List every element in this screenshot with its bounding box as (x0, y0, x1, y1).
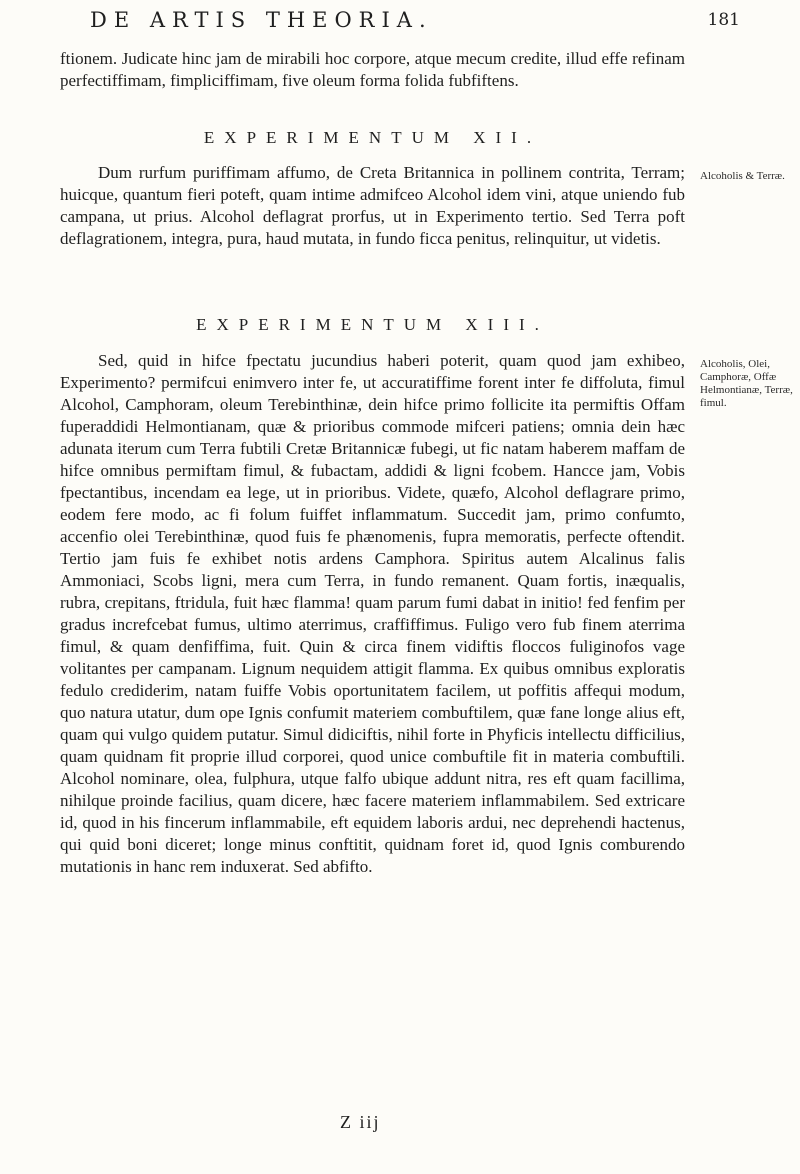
experiment-13-heading: EXPERIMENTUM XIII. (196, 315, 549, 334)
page-number: 181 (707, 10, 740, 30)
experiment-13-paragraph (60, 350, 685, 878)
opening-text: ftionem. Judicate hinc jam de mirabili hoc corpore, atque mecum credite, illud effe refinam perfectiffimam, fimpliciffimam, five oleum forma folida fubfiftens. (60, 49, 685, 90)
experiment-12-paragraph (60, 162, 685, 250)
signature-mark: Z iij (340, 1112, 381, 1132)
running-title: DE ARTIS THEORIA. (90, 8, 433, 32)
marginal-note-12: Alcoholis & Terræ. (700, 170, 785, 182)
running-head (60, 8, 740, 38)
experiment-13-text: Sed, quid in hifce fpectatu jucundius haberi poterit, quam quod jam exhibeo, Experimento? permifcui enimvero inter fe, ut accuratiffime forent inter fe diffoluta, fimul Alcohol, Camphoram, oleum Terebinthinæ, dein hifce primo follicite ita permiftis Offam fuperaddidi Helmontianam, quæ & prioribus commode mifceri patiens; omnia dein hæc adunata iterum cum Terra fubtili Cretæ Britannicæ fubegi, ut fic natam haberem maffam de hifce omnibus permiftam fimul, & fubactam, addidi & ligni fcobem. Hancce jam, Vobis fpectantibus, incendam ea lege, ut in prioribus. Videte, quæfo, Alcohol deflagrare primo, eodem fere modo, ac fi folum fuiffet inflammatum. Succedit jam, primo confumto, accenfio olei Terebinthinæ, quod fuis fe phænomenis, fupra memoratis, perfecte oftendit. Tertio jam fuis fe exhibet notis ardens Camphora. Spiritus autem Alcalinus falis Ammoniaci, Scobs ligni, mera cum Terra, in fundo remanent. Quam fortis, inæqualis, rubra, crepitans, ftridula, fuit hæc flamma! quam parum fumi dabat in initio! fed fenfim per gradus increfcebat fumus, ultimo aterrimus, craffiffimus. Fuligo vero fub finem aterrima fimul, & quam denfiffima, fuit. Quin & circa finem vidiftis floccos fuliginofos vage volitantes per campanam. Lignum nequidem attigit flamma. Ex quibus omnibus exploratis fedulo crediderim, natam fuiffe Vobis oportunitatem facilem, ut poffitis affequi modum, quo natura utatur, dum ope Ignis confumit materiem combuftilem, quæ fane longe alius eft, quam qui vulgo quidem putatur. Simul didiciftis, nihil forte in Phyficis intellectu difficilius, quam quidnam fit proprie illud corporei, quod unice combuftile fit in materia combuftili. Alcohol nominare, olea, fulphura, utque falfo ubique addunt nitra, res eft quam facillima, nihilque proinde facilius, quam dicere, hæc facere materiem inflammabilem. Sed extricare id, quod in his fincerum inflammabile, eft equidem laboris ardui, nec deprehendi hactenus, qui quid boni diceret; longe minus conftitit, quidnam foret id, quod Ignis comburendo mutationis in hanc rem induxerat. Sed abfifto. (60, 351, 685, 876)
opening-paragraph (60, 48, 685, 92)
experiment-12-heading: EXPERIMENTUM XII. (203, 128, 542, 147)
experiment-12-text: Dum rurfum puriffimam affumo, de Creta Britannica in pollinem contrita, Terram; huicque, quantum fieri poteft, quam intime admifceo Alcohol idem vini, atque uniendo fub campana, ut prius. Alcohol deflagrat prorfus, ut in Experimento tertio. Sed Terra poft deflagrationem, integra, pura, haud mutata, in fundo ficca penitus, relinquitur, ut videtis. (60, 163, 685, 248)
marginal-note-13: Alcoholis, Olei, Camphoræ, Offæ Helmontianæ, Terræ, fimul. (700, 358, 793, 409)
